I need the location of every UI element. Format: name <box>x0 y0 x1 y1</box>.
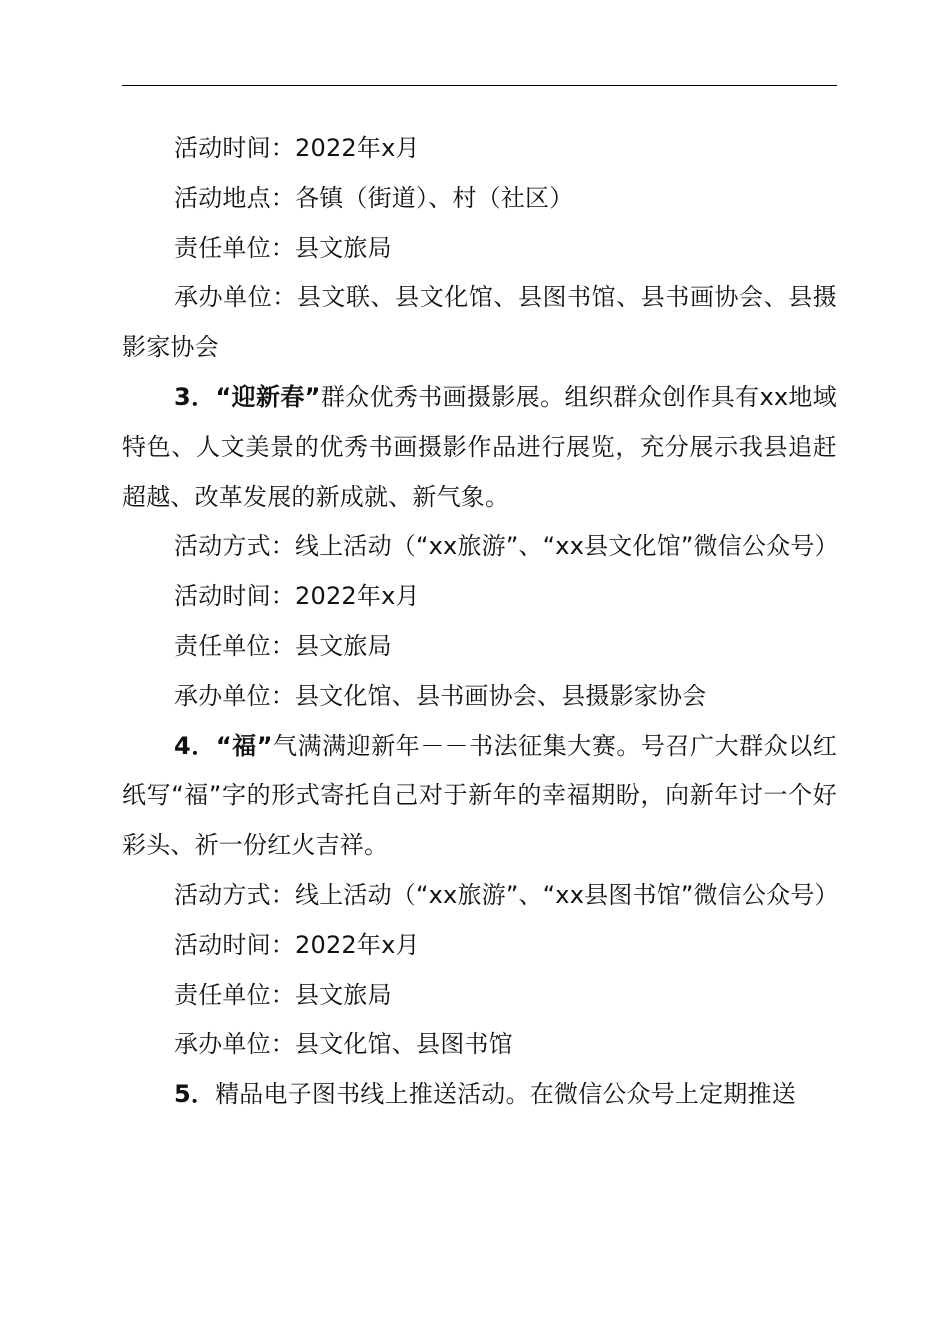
header-rule <box>122 85 837 86</box>
paragraph-responsible-unit: 责任单位：县文旅局 <box>174 980 392 1009</box>
paragraph-activity-time: 活动时间：2022年x月 <box>174 582 420 611</box>
item-number: 5． <box>174 1080 216 1109</box>
item-number: 4． <box>174 731 216 760</box>
item-number: 3． <box>174 382 216 411</box>
paragraph-organizer: 承办单位：县文化馆、县图书馆 <box>174 1030 513 1059</box>
document-body <box>122 124 837 1120</box>
paragraph-activity-method: 活动方式：线上活动（“xx旅游”、“xx县图书馆”微信公众号） <box>174 880 839 909</box>
paragraph-item-5: 5．精品电子图书线上推送活动。在微信公众号上定期推送 <box>174 1080 796 1109</box>
item-title: “福” <box>215 731 273 760</box>
paragraph-activity-location: 活动地点：各镇（街道）、村（社区） <box>174 183 574 212</box>
item-title: “迎新春” <box>215 382 321 411</box>
paragraph-activity-time: 活动时间：2022年x月 <box>174 930 420 959</box>
paragraph-organizer: 承办单位：县文联、县文化馆、县图书馆、县书画协会、县摄影家协会 <box>122 283 837 362</box>
paragraph-item-4: 4．“福”气满满迎新年－－书法征集大赛。号召广大群众以红纸写“福”字的形式寄托自己对于新年的幸福期盼，向新年讨一个好彩头、祈一份红火吉祥。 <box>122 731 837 860</box>
paragraph-responsible-unit: 责任单位：县文旅局 <box>174 233 392 262</box>
paragraph-item-3: 3．“迎新春”群众优秀书画摄影展。组织群众创作具有xx地域特色、人文美景的优秀书画摄影作品进行展览，充分展示我县追赶超越、改革发展的新成就、新气象。 <box>122 382 837 511</box>
paragraph-organizer: 承办单位：县文化馆、县书画协会、县摄影家协会 <box>174 681 707 710</box>
paragraph-activity-time: 活动时间：2022年x月 <box>174 134 420 162</box>
paragraph-responsible-unit: 责任单位：县文旅局 <box>174 631 392 660</box>
paragraph-activity-method: 活动方式：线上活动（“xx旅游”、“xx县文化馆”微信公众号） <box>174 532 839 561</box>
